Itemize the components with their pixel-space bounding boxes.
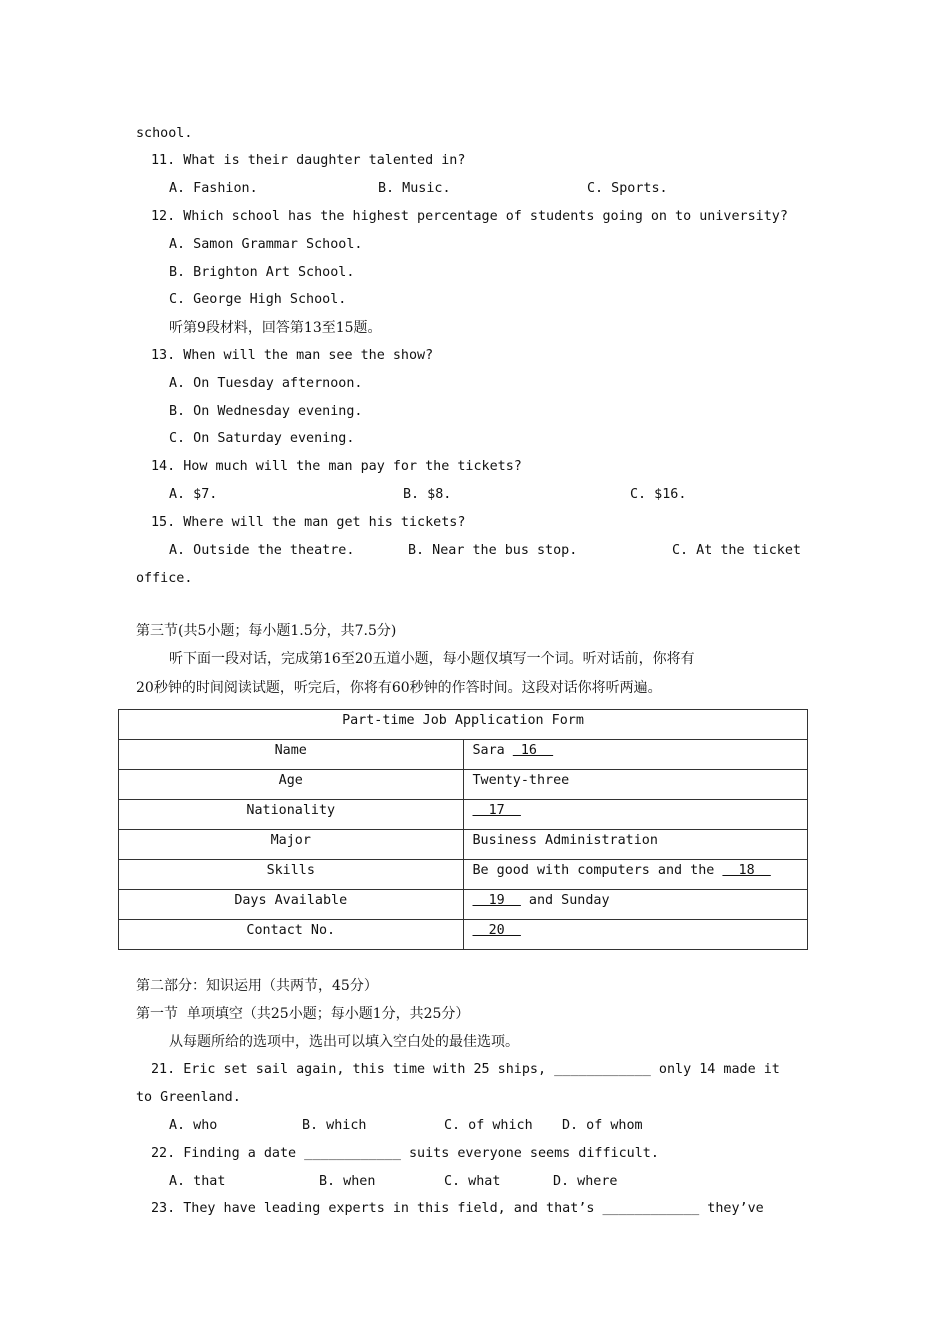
question-14-stem: 14. How much will the man pay for the tickets?: [151, 459, 522, 474]
form-row-nationality: [119, 800, 808, 830]
form-row-major: [119, 830, 808, 860]
form-row-contact: [119, 920, 808, 950]
form-label: Contact No.: [119, 920, 464, 950]
question-11-option-c: C. Sports.: [587, 181, 668, 196]
section3-instruction-line2: 20秒钟的时间阅读试题，听完后，你将有60秒钟的作答时间。这段对话你将听两遍。: [136, 680, 662, 696]
section9-instruction: 听第9段材料，回答第13至15题。: [169, 320, 382, 336]
question-13-stem: 13. When will the man see the show?: [151, 348, 434, 363]
question-22-stem: 22. Finding a date ____________ suits everyone seems difficult.: [151, 1146, 659, 1161]
form-label: Nationality: [119, 800, 464, 830]
question-21-option-b: B. which: [302, 1118, 367, 1133]
answer-blank-18[interactable]: 18: [722, 863, 771, 878]
question-14-option-c: C. $16.: [630, 487, 687, 502]
form-value: [463, 920, 808, 950]
question-21-continuation: to Greenland.: [136, 1090, 241, 1105]
question-21-option-c: C. of which: [444, 1118, 533, 1133]
form-value: Be good with computers and the 18: [463, 860, 808, 890]
form-row-skills: [119, 860, 808, 890]
form-label: Days Available: [119, 890, 464, 920]
question-13-option-a: A. On Tuesday afternoon.: [169, 376, 363, 391]
section3-heading: 第三节(共5小题；每小题1.5分，共7.5分): [136, 623, 397, 639]
question-22-option-d: D. where: [553, 1174, 618, 1189]
question-14-option-a: A. $7.: [169, 487, 218, 502]
part2-section1-heading: 第一节 单项填空（共25小题；每小题1分，共25分）: [136, 1006, 470, 1022]
intro-tail: school.: [136, 126, 193, 141]
answer-blank-20[interactable]: 20: [472, 923, 521, 938]
answer-blank-17[interactable]: 17: [472, 803, 521, 818]
form-label: Name: [119, 740, 464, 770]
question-12-option-b: B. Brighton Art School.: [169, 265, 355, 280]
question-12-option-c: C. George High School.: [169, 292, 347, 307]
answer-blank-16[interactable]: 16: [512, 743, 554, 758]
part2-heading: 第二部分：知识运用（共两节，45分）: [136, 978, 378, 994]
form-value: Twenty-three: [463, 770, 808, 800]
form-value: 19 and Sunday: [463, 890, 808, 920]
question-11-stem: 11. What is their daughter talented in?: [151, 153, 466, 168]
answer-blank-19[interactable]: 19: [472, 893, 521, 908]
question-13-option-c: C. On Saturday evening.: [169, 431, 355, 446]
question-15-continuation: office.: [136, 571, 193, 586]
question-15-option-b: B. Near the bus stop.: [408, 543, 578, 558]
question-21-option-a: A. who: [169, 1118, 218, 1133]
form-value: Sara 16: [463, 740, 808, 770]
question-22-option-a: A. that: [169, 1174, 226, 1189]
question-15-stem: 15. Where will the man get his tickets?: [151, 515, 466, 530]
question-21-option-d: D. of whom: [562, 1118, 643, 1133]
part2-instruction: 从每题所给的选项中，选出可以填入空白处的最佳选项。: [169, 1034, 519, 1050]
form-row-name: [119, 740, 808, 770]
form-row-days-available: [119, 890, 808, 920]
application-form-table: [118, 709, 808, 950]
form-value: Business Administration: [463, 830, 808, 860]
form-label: Skills: [119, 860, 464, 890]
form-value: [463, 800, 808, 830]
question-12-stem: 12. Which school has the highest percentage of students going on to university?: [151, 209, 788, 224]
question-11-option-b: B. Music.: [378, 181, 451, 196]
form-row-age: [119, 770, 808, 800]
question-11-option-a: A. Fashion.: [169, 181, 258, 196]
question-23-stem: 23. They have leading experts in this field, and that’s ____________ they’ve: [151, 1201, 764, 1216]
section3-instruction-line1: 听下面一段对话，完成第16至20五道小题，每小题仅填写一个词。听对话前，你将有: [169, 651, 695, 667]
form-label: Age: [119, 770, 464, 800]
question-12-option-a: A. Samon Grammar School.: [169, 237, 363, 252]
form-title: Part-time Job Application Form: [119, 710, 808, 740]
question-22-option-b: B. when: [319, 1174, 376, 1189]
form-label: Major: [119, 830, 464, 860]
question-21-stem: 21. Eric set sail again, this time with 25 ships, ____________ only 14 made it: [151, 1062, 780, 1077]
question-15-option-a: A. Outside the theatre.: [169, 543, 355, 558]
question-14-option-b: B. $8.: [403, 487, 452, 502]
question-13-option-b: B. On Wednesday evening.: [169, 404, 363, 419]
question-22-option-c: C. what: [444, 1174, 501, 1189]
question-15-option-c: C. At the ticket: [672, 543, 801, 558]
